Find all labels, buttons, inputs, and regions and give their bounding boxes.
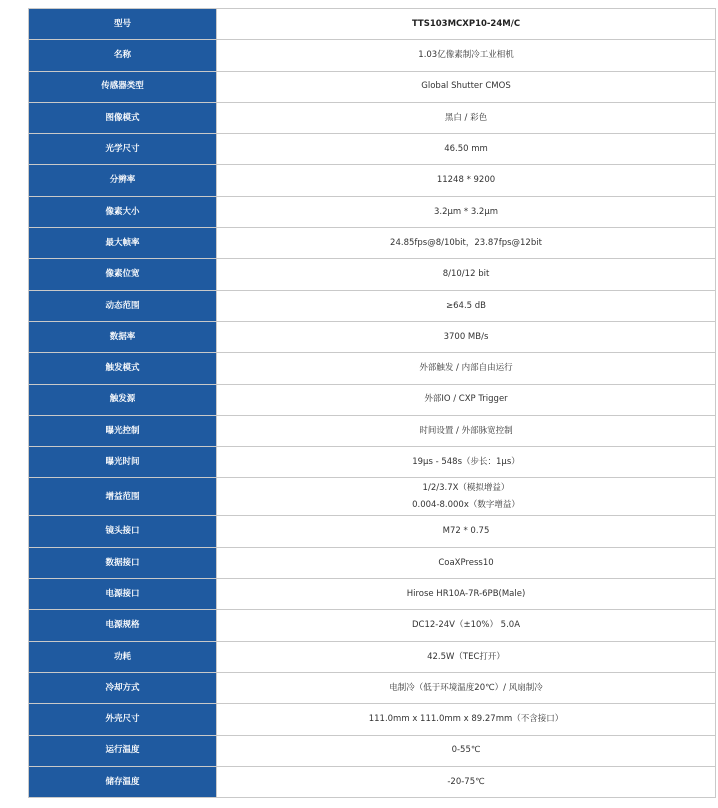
spec-value: 电制冷（低于环境温度20℃）/ 风扇制冷 — [217, 672, 716, 703]
table-row — [29, 516, 716, 547]
spec-value: 24.85fps@8/10bit，23.87fps@12bit — [217, 228, 716, 259]
spec-key: 型号 — [29, 9, 217, 40]
table-row — [29, 547, 716, 578]
spec-value: DC12-24V（±10%） 5.0A — [217, 610, 716, 641]
table-row — [29, 641, 716, 672]
spec-key: 镜头接口 — [29, 516, 217, 547]
spec-value: 外部触发 / 内部自由运行 — [217, 353, 716, 384]
table-row — [29, 102, 716, 133]
spec-key: 电源规格 — [29, 610, 217, 641]
spec-table-container — [28, 8, 716, 798]
table-row — [29, 579, 716, 610]
spec-key: 分辨率 — [29, 165, 217, 196]
spec-value: 111.0mm x 111.0mm x 89.27mm（不含接口） — [217, 704, 716, 735]
spec-value: -20-75℃ — [217, 766, 716, 797]
table-row — [29, 165, 716, 196]
table-row — [29, 610, 716, 641]
spec-value: 0-55℃ — [217, 735, 716, 766]
spec-value — [217, 478, 716, 516]
table-row — [29, 735, 716, 766]
spec-key: 运行温度 — [29, 735, 217, 766]
spec-key: 增益范围 — [29, 478, 217, 516]
table-row — [29, 9, 716, 40]
spec-key: 名称 — [29, 40, 217, 71]
spec-value: TTS103MCXP10-24M/C — [217, 9, 716, 40]
spec-value: 3.2μm * 3.2μm — [217, 196, 716, 227]
spec-value: 1.03亿像素制冷工业相机 — [217, 40, 716, 71]
table-row — [29, 196, 716, 227]
spec-key: 曝光时间 — [29, 447, 217, 478]
spec-value: 时间设置 / 外部脉宽控制 — [217, 415, 716, 446]
spec-value: Global Shutter CMOS — [217, 71, 716, 102]
spec-value: 42.5W（TEC打开） — [217, 641, 716, 672]
spec-value: M72 * 0.75 — [217, 516, 716, 547]
spec-value: 19μs - 548s（步长：1μs） — [217, 447, 716, 478]
table-row — [29, 321, 716, 352]
spec-key: 最大帧率 — [29, 228, 217, 259]
table-row — [29, 353, 716, 384]
spec-key: 冷却方式 — [29, 672, 217, 703]
spec-key: 图像模式 — [29, 102, 217, 133]
spec-value-line: 0.004-8.000x（数字增益） — [412, 499, 520, 510]
table-row — [29, 766, 716, 797]
table-row — [29, 259, 716, 290]
spec-value: CoaXPress10 — [217, 547, 716, 578]
table-row — [29, 478, 716, 516]
spec-key: 传感器类型 — [29, 71, 217, 102]
table-row — [29, 40, 716, 71]
spec-key: 动态范围 — [29, 290, 217, 321]
spec-value: ≥64.5 dB — [217, 290, 716, 321]
spec-value-line: 1/2/3.7X（模拟增益） — [422, 483, 510, 494]
spec-value: 8/10/12 bit — [217, 259, 716, 290]
spec-key: 像素位宽 — [29, 259, 217, 290]
spec-value: Hirose HR10A-7R-6PB(Male) — [217, 579, 716, 610]
spec-key: 光学尺寸 — [29, 134, 217, 165]
spec-value: 46.50 mm — [217, 134, 716, 165]
spec-value: 黑白 / 彩色 — [217, 102, 716, 133]
spec-value: 3700 MB/s — [217, 321, 716, 352]
table-row — [29, 71, 716, 102]
table-row — [29, 447, 716, 478]
spec-key: 功耗 — [29, 641, 217, 672]
table-row — [29, 290, 716, 321]
table-row — [29, 384, 716, 415]
spec-table — [28, 8, 716, 798]
spec-key: 触发模式 — [29, 353, 217, 384]
table-row — [29, 704, 716, 735]
table-row — [29, 228, 716, 259]
spec-key: 电源接口 — [29, 579, 217, 610]
spec-value: 11248 * 9200 — [217, 165, 716, 196]
spec-key: 储存温度 — [29, 766, 217, 797]
spec-key: 数据接口 — [29, 547, 217, 578]
spec-key: 像素大小 — [29, 196, 217, 227]
table-row — [29, 672, 716, 703]
table-row — [29, 415, 716, 446]
spec-value: 外部IO / CXP Trigger — [217, 384, 716, 415]
spec-key: 曝光控制 — [29, 415, 217, 446]
spec-key: 触发源 — [29, 384, 217, 415]
table-row — [29, 134, 716, 165]
spec-key: 数据率 — [29, 321, 217, 352]
spec-key: 外壳尺寸 — [29, 704, 217, 735]
